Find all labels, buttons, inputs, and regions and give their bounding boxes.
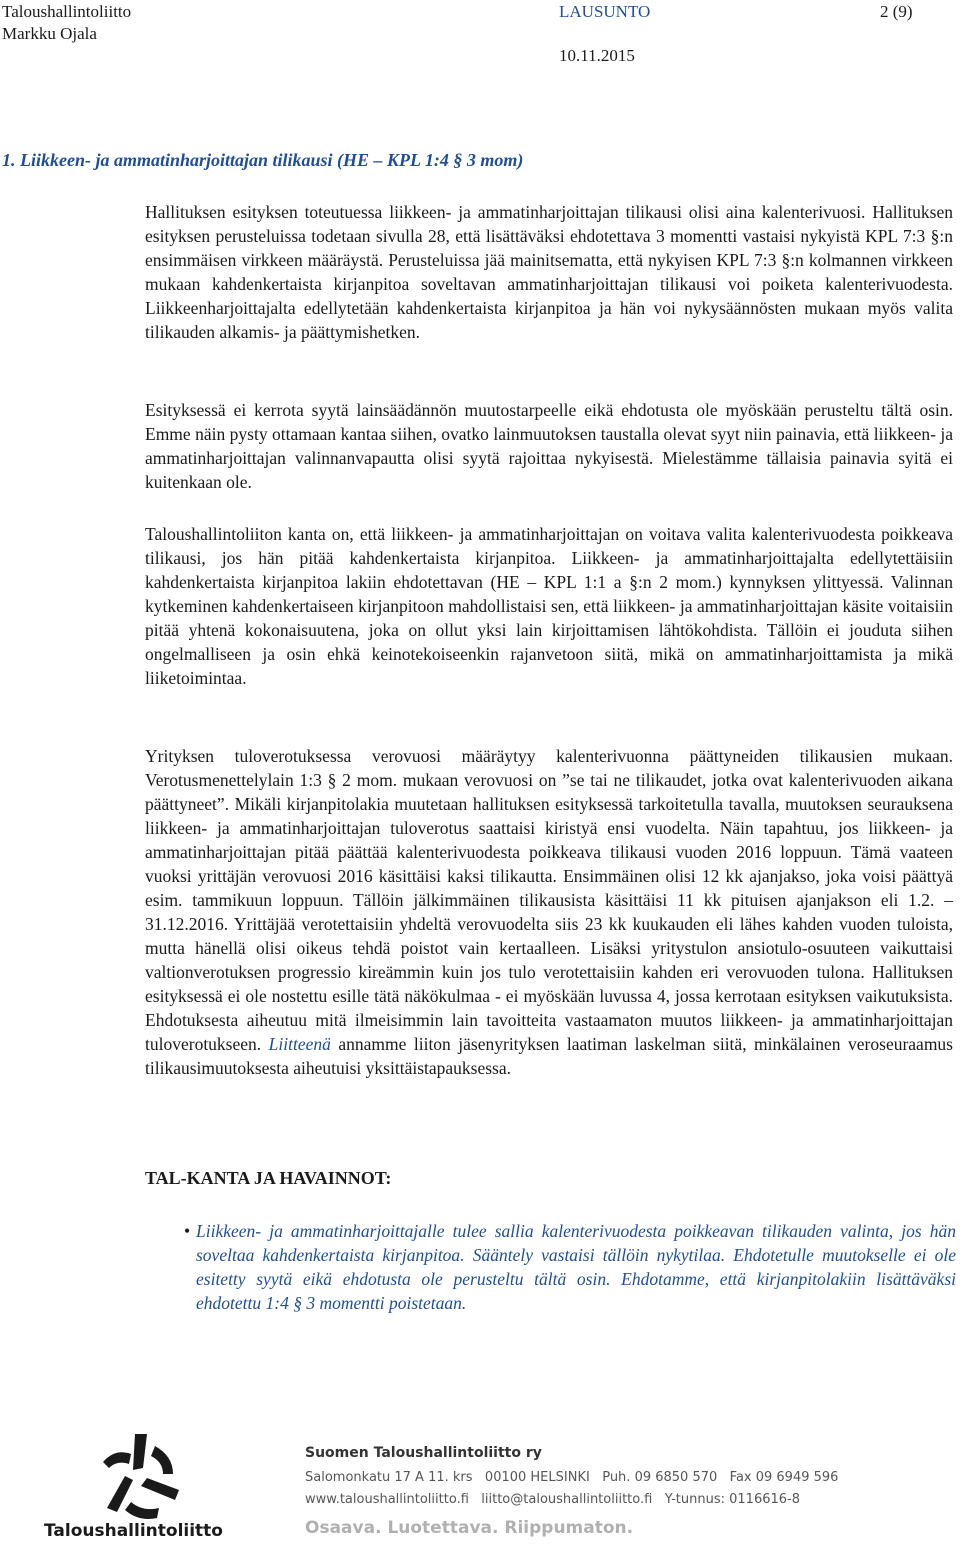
header-doc-type: LAUSUNTO	[559, 2, 651, 21]
header-page-number: 2 (9)	[880, 2, 913, 21]
footer-logo-text: Taloushallintoliitto	[44, 1521, 223, 1541]
findings-title: TAL-KANTA JA HAVAINNOT:	[145, 1168, 392, 1188]
header-date: 10.11.2015	[559, 46, 635, 65]
paragraph-2: Esityksessä ei kerrota syytä lainsäädännön muutostarpeelle eikä ehdotusta ole myöskään perusteltu tältä osin. Emme näin pysty ottamaan kantaa siihen, ovatko lainmuutoksen taustalla olevat syyt niin painavia, että liikkeen- ja ammatinharjoittajan valinnanvapautta olisi syytä rajoittaa nykyisestä. Mielestämme tällaisia painavia syitä ei kuitenkaan ole.	[145, 400, 953, 492]
paragraph-1: Hallituksen esityksen toteutuessa liikkeen- ja ammatinharjoittajan tilikausi olisi aina kalenterivuosi. Hallituksen esityksen perusteluissa todetaan sivulla 28, että lisättäväksi ehdotettava 3 momentti vastaisi nykyistä KPL 7:3 §:n ensimmäisen virkkeen määräystä. Perusteluissa jää mainitsematta, että nykyisen KPL 7:3 §:n kolmannen virkkeen mukaan kahdenkertaista kirjanpitoa soveltavan ammatinharjoittajan tilikausi voi poiketa kalenterivuodesta. Liikkeenharjoittajalta edellytetään kahdenkertaista kirjanpitoa ja hän voi nykysäännösten mukaan myös valita tilikauden alkamis- ja päättymishetken.	[145, 202, 953, 342]
footer-org-name: Suomen Taloushallintoliitto ry	[305, 1445, 542, 1461]
header-org: Taloushallintoliitto	[2, 2, 132, 21]
findings-bullet-text: Liikkeen- ja ammatinharjoittajalle tulee sallia kalenterivuodesta poikkeavan tilikauden valinta, jos hän soveltaa kahdenkertaista kirjanpitoa. Sääntely vastaisi tällöin nykytilaa. Ehdotetulle muutokselle ei ole esitetty syytä eikä ehdotusta ole perusteltu tältä osin. Ehdotamme, että kirjanpitolakiin lisättäväksi ehdotettu 1:4 § 3 momentti poistetaan.	[196, 1221, 956, 1313]
taloushallintoliitto-logo-icon	[95, 1428, 185, 1520]
paragraph-3: Taloushallintoliiton kanta on, että liikkeen- ja ammatinharjoittajan on voitava valita kalenterivuodesta poikkeava tilikausi, jos hän pitää kahdenkertaista kirjanpitoa. Liikkeen- ja ammatinharjoittajalta edellytettäisiin kahdenkertaista kirjanpitoa lakiin ehdotettavan (HE – KPL 1:1 a §:n 2 mom.) kynnyksen ylittyessä. Valinnan kytkeminen kahdenkertaiseen kirjanpitoon mahdollistaisi sen, että liikkeen- ja ammatinharjoittajan käsite voitaisiin pitää yhtenä kokonaisuutena, joka on ollut yksi lain kirjoittamisen lähtökohdista. Tällöin ei jouduta siihen ongelmalliseen ja osin ehkä keinotekoiseenkin rajanvetoon siitä, mikä on ammatinharjoittamista ja mikä liiketoimintaa.	[145, 524, 953, 688]
paragraph-4-text: Yrityksen tuloverotuksessa verovuosi määräytyy kalenterivuonna päättyneiden tilikausien mukaan. Verotusmenettelylain 1:3 § 2 mom. mukaan verovuosi on ”se tai ne tilikaudet, jotka ovat kalenterivuoden aikana päättyneet”. Mikäli kirjanpitolakia muutetaan hallituksen esityksessä tarkoitetulla tavalla, muutoksen seurauksena liikkeen- ja ammatinharjoittajan tuloverotus saattaisi kiristyä ensi vuodelta. Näin tapahtuu, jos liikkeen- ja ammatinharjoittajan pitää päättää kalenterivuodesta poikkeava tilikausi vuoden 2016 loppuun. Tämä vaateen vuoksi yrittäjän verovuosi 2016 käsittäisi kaksi tilikautta. Ensimmäinen olisi 12 kk ajanjakso, joka voisi päättyä esim. tammikuun loppuun. Tällöin jälkimmäinen tilikausista käsittäisi 11 kk pituisen ajanjakson eli 1.2. – 31.12.2016. Yrittäjää verotettaisiin yhdeltä verovuodelta siis 23 kk kuukauden eli lähes kahden vuoden tuloista, mutta hänellä olisi oikeus tehdä poistot vain kertaalleen. Lisäksi yritystulon ansiotulo-osuuteen vaikuttaisi valtionverotuksen progressio kireämmin kuin jos tulo verotettaisiin kahden eri verovuoden tulona. Hallituksen esityksessä ei ole nostettu esille tätä näkökulmaa - ei myöskään luvussa 4, jossa kerrotaan esityksen vaikutuksista. Ehdotuksesta aiheutuu mitä ilmeisimmin lain tavoitteita vastaamaton muutos liikkeen- ja ammatinharjoittajan tuloverotukseen.	[145, 746, 953, 1054]
paragraph-4	[145, 744, 953, 1080]
footer-web-line[interactable]: www.taloushallintoliitto.fi liitto@taloushallintoliitto.fi Y-tunnus: 0116616-8	[305, 1492, 800, 1507]
bullet-icon: •	[184, 1221, 191, 1241]
findings-bullet	[184, 1219, 956, 1315]
footer-slogan: Osaava. Luotettava. Riippumaton.	[305, 1518, 634, 1538]
paragraph-4-text-end: annamme liiton jäsenyrityksen laatiman laskelman siitä, minkälainen veroseuraamus tilikausimuutoksesta aiheutuisi yksittäistapauksessa.	[145, 1034, 953, 1078]
attachment-link[interactable]: Liitteenä	[268, 1034, 331, 1054]
footer-address: Salomonkatu 17 A 11. krs 00100 HELSINKI Puh. 09 6850 570 Fax 09 6949 596	[305, 1470, 839, 1485]
section-heading: 1. Liikkeen- ja ammatinharjoittajan tilikausi (HE – KPL 1:4 § 3 mom)	[2, 150, 524, 170]
header-author: Markku Ojala	[2, 24, 97, 43]
